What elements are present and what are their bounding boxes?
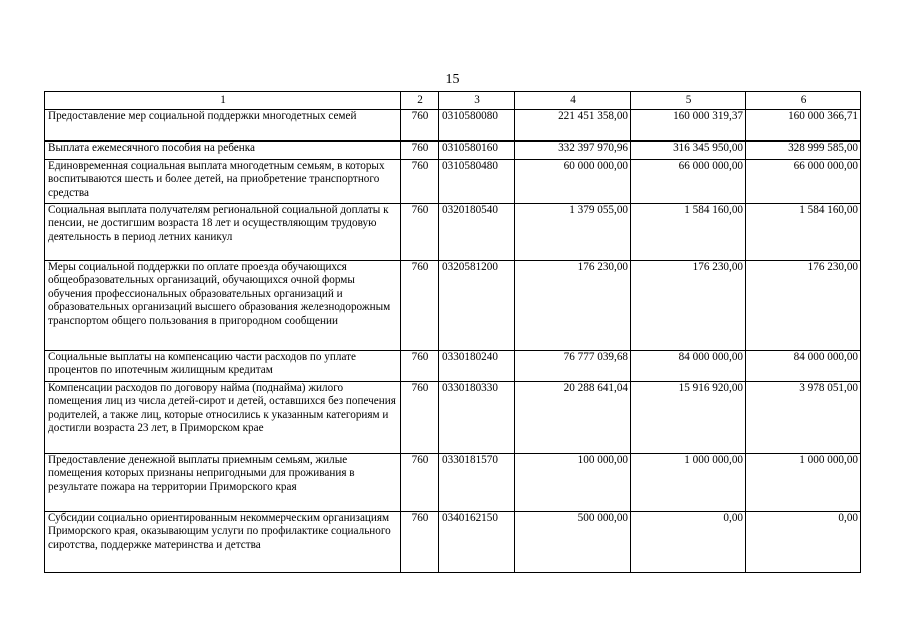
row-name: Субсидии социально ориентированным некоммерческим организациям Приморского края, оказывающим услуги по профилактике социального сиротства, поддержке материнства и детства — [45, 512, 401, 573]
column-header-4: 4 — [515, 92, 631, 110]
row-value-6: 160 000 366,71 — [746, 110, 861, 141]
table-row — [45, 204, 861, 261]
row-col2: 760 — [401, 454, 439, 512]
row-value-4: 1 379 055,00 — [515, 204, 631, 261]
row-name: Компенсации расходов по договору найма (поднайма) жилого помещения лиц из числа детей-сирот и детей, оставшихся без попечения родителей, а также лиц, которые относились к указанным категориям и достигли возраста 23 лет, в Приморском крае — [45, 382, 401, 454]
column-header-2: 2 — [401, 92, 439, 110]
row-value-5: 15 916 920,00 — [631, 382, 746, 454]
column-header-3: 3 — [439, 92, 515, 110]
row-value-4: 100 000,00 — [515, 454, 631, 512]
row-value-4: 500 000,00 — [515, 512, 631, 573]
table-row — [45, 351, 861, 382]
row-value-4: 332 397 970,96 — [515, 141, 631, 160]
row-col2: 760 — [401, 160, 439, 204]
row-value-5: 1 000 000,00 — [631, 454, 746, 512]
table-row — [45, 261, 861, 351]
table-row — [45, 141, 861, 160]
row-value-5: 0,00 — [631, 512, 746, 573]
table-row — [45, 512, 861, 573]
row-value-6: 3 978 051,00 — [746, 382, 861, 454]
row-code: 0310580480 — [439, 160, 515, 204]
table-header-row — [45, 92, 861, 110]
row-name: Предоставление денежной выплаты приемным семьям, жилые помещения которых признаны непригодными для проживания в результате пожара на территории Приморского края — [45, 454, 401, 512]
row-name: Социальные выплаты на компенсацию части расходов по уплате процентов по ипотечным жилищным кредитам — [45, 351, 401, 382]
row-name: Единовременная социальная выплата многодетным семьям, в которых воспитываются шесть и более детей, на приобретение транспортного средства — [45, 160, 401, 204]
row-code: 0320581200 — [439, 261, 515, 351]
column-header-5: 5 — [631, 92, 746, 110]
page-number: 15 — [445, 72, 460, 87]
row-name: Предоставление мер социальной поддержки многодетных семей — [45, 110, 401, 141]
row-name: Меры социальной поддержки по оплате проезда обучающихся общеобразовательных организаций, обучающихся очной формы обучения профессиональных образовательных организаций и образовательных организаций высшего образования железнодорожным транспортом общего пользования в пригородном сообщении — [45, 261, 401, 351]
column-header-1: 1 — [45, 92, 401, 110]
table-row — [45, 382, 861, 454]
row-value-6: 1 584 160,00 — [746, 204, 861, 261]
row-col2: 760 — [401, 261, 439, 351]
row-col2: 760 — [401, 351, 439, 382]
row-col2: 760 — [401, 110, 439, 141]
row-value-5: 1 584 160,00 — [631, 204, 746, 261]
row-value-6: 66 000 000,00 — [746, 160, 861, 204]
table-row — [45, 160, 861, 204]
row-value-4: 60 000 000,00 — [515, 160, 631, 204]
table-row — [45, 454, 861, 512]
row-code: 0330181570 — [439, 454, 515, 512]
row-value-5: 316 345 950,00 — [631, 141, 746, 160]
row-code: 0330180330 — [439, 382, 515, 454]
row-code: 0310580160 — [439, 141, 515, 160]
row-col2: 760 — [401, 141, 439, 160]
row-value-4: 221 451 358,00 — [515, 110, 631, 141]
row-value-6: 1 000 000,00 — [746, 454, 861, 512]
row-value-4: 176 230,00 — [515, 261, 631, 351]
budget-table — [44, 91, 861, 573]
row-col2: 760 — [401, 512, 439, 573]
row-col2: 760 — [401, 204, 439, 261]
row-value-5: 66 000 000,00 — [631, 160, 746, 204]
row-value-5: 160 000 319,37 — [631, 110, 746, 141]
row-value-4: 76 777 039,68 — [515, 351, 631, 382]
row-name: Выплата ежемесячного пособия на ребенка — [45, 141, 401, 160]
row-code: 0320180540 — [439, 204, 515, 261]
row-value-5: 84 000 000,00 — [631, 351, 746, 382]
row-value-6: 0,00 — [746, 512, 861, 573]
row-code: 0340162150 — [439, 512, 515, 573]
row-value-6: 84 000 000,00 — [746, 351, 861, 382]
row-col2: 760 — [401, 382, 439, 454]
row-code: 0330180240 — [439, 351, 515, 382]
row-value-6: 328 999 585,00 — [746, 141, 861, 160]
row-value-4: 20 288 641,04 — [515, 382, 631, 454]
column-header-6: 6 — [746, 92, 861, 110]
row-value-6: 176 230,00 — [746, 261, 861, 351]
row-name: Социальная выплата получателям региональной социальной доплаты к пенсии, не достигшим возраста 18 лет и осуществляющим трудовую деятельность в период летних каникул — [45, 204, 401, 261]
row-value-5: 176 230,00 — [631, 261, 746, 351]
row-code: 0310580080 — [439, 110, 515, 141]
table-row — [45, 110, 861, 141]
